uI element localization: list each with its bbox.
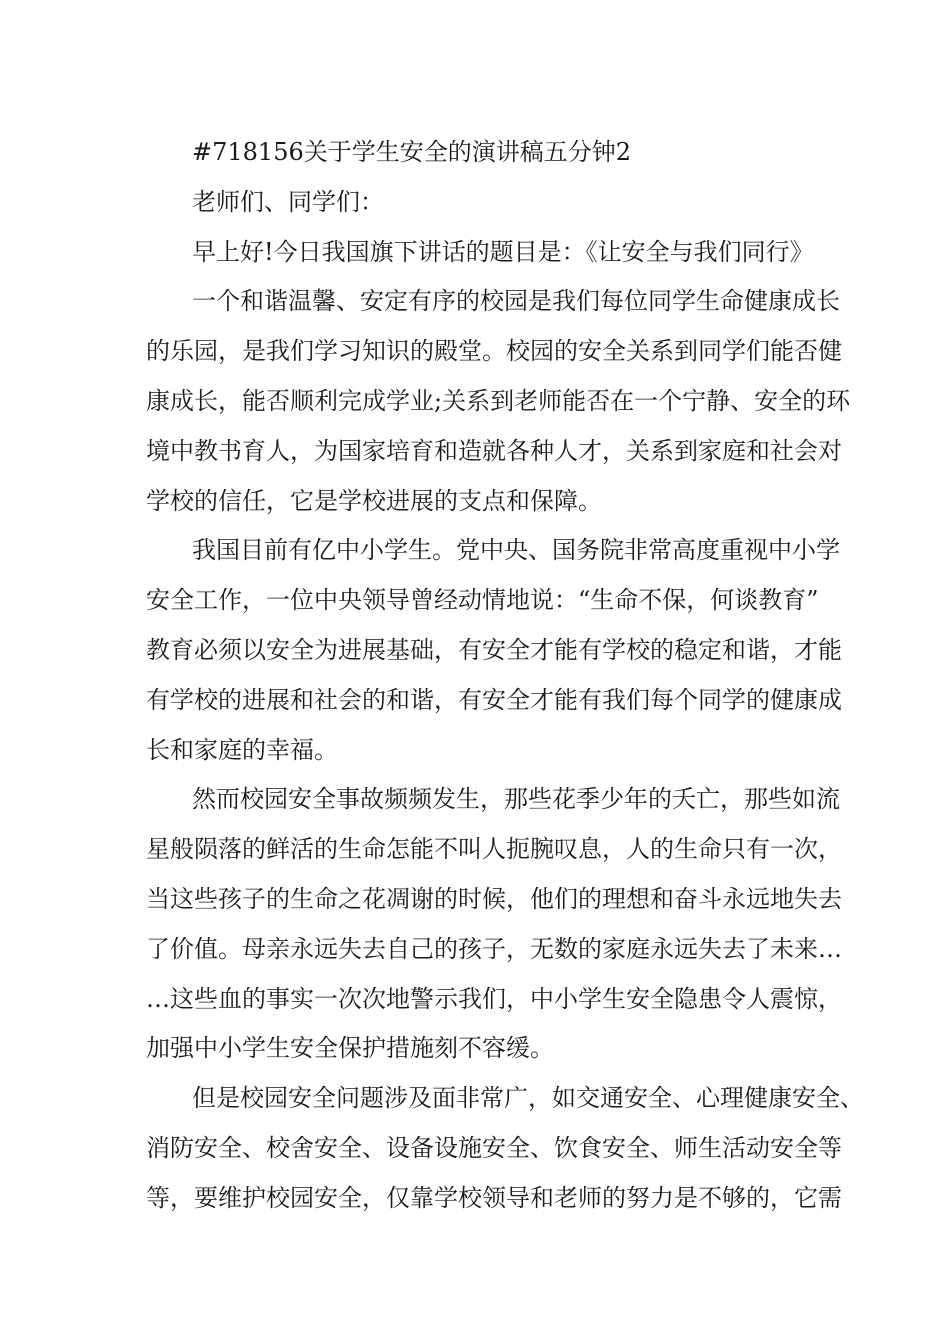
paragraph-line: 早上好!今日我国旗下讲话的题目是：《让安全与我们同行》 <box>192 237 814 266</box>
paragraph-line: 加强中小学生安全保护措施刻不容缓。 <box>146 1034 554 1063</box>
paragraph-line: 康成长，能否顺利完成学业;关系到老师能否在一个宁静、安全的环 <box>146 386 851 415</box>
paragraph-line: 长和家庭的幸福。 <box>146 735 338 764</box>
paragraph-line: 星般陨落的鲜活的生命怎能不叫人扼腕叹息，人的生命只有一次， <box>146 835 842 864</box>
paragraph-line: 消防安全、校舍安全、设备设施安全、饮食安全、师生活动安全等 <box>146 1133 842 1162</box>
salutation: 老师们、同学们： <box>192 187 384 216</box>
paragraph-line: 境中教书育人，为国家培育和造就各种人才，关系到家庭和社会对 <box>146 436 842 465</box>
paragraph-line: 安全工作，一位中央领导曾经动情地说：“生命不保，何谈教育” <box>146 586 819 615</box>
paragraph-line: 了价值。母亲永远失去自己的孩子，无数的家庭永远失去了未来… <box>146 934 842 963</box>
document-title: #718156关于学生安全的演讲稿五分钟2 <box>192 138 631 166</box>
paragraph-line: 我国目前有亿中小学生。党中央、国务院非常高度重视中小学 <box>192 536 840 565</box>
paragraph-line: 的乐园，是我们学习知识的殿堂。校园的安全关系到同学们能否健 <box>146 337 842 366</box>
paragraph-line: 等，要维护校园安全，仅靠学校领导和老师的努力是不够的，它需 <box>146 1183 842 1212</box>
paragraph-line: 学校的信任，它是学校进展的支点和保障。 <box>146 486 602 515</box>
paragraph-line: 但是校园安全问题涉及面非常广，如交通安全、心理健康安全、 <box>192 1084 864 1113</box>
paragraph-line: 然而校园安全事故频频发生，那些花季少年的夭亡，那些如流 <box>192 785 840 814</box>
document-body <box>146 128 864 1224</box>
paragraph-line: 当这些孩子的生命之花凋谢的时候，他们的理想和奋斗永远地失去 <box>146 884 842 913</box>
paragraph-line: 教育必须以安全为进展基础，有安全才能有学校的稳定和谐，才能 <box>146 635 842 664</box>
paragraph-line: …这些血的事实一次次地警示我们，中小学生安全隐患令人震惊， <box>146 984 842 1013</box>
paragraph-line: 一个和谐温馨、安定有序的校园是我们每位同学生命健康成长 <box>192 287 840 316</box>
paragraph-line: 有学校的进展和社会的和谐，有安全才能有我们每个同学的健康成 <box>146 685 842 714</box>
